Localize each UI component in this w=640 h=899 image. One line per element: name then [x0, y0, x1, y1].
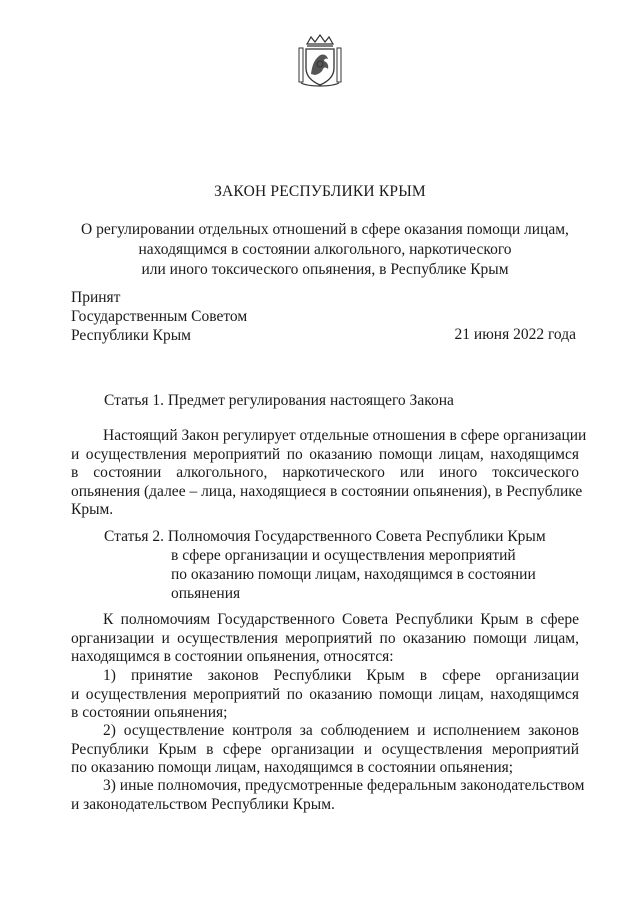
heading-line: опьянения — [171, 585, 241, 602]
coat-of-arms-icon — [297, 34, 343, 88]
article-2-item-2 — [71, 722, 579, 778]
text-line: организации и осуществления мероприятий по оказанию помощи лицам, — [71, 629, 579, 647]
text-line: в состоянии алкогольного, наркотического или иного токсического — [71, 464, 579, 481]
adoption-line: Республики Крым — [71, 327, 191, 344]
article-1-text — [71, 427, 587, 520]
adoption-line: Государственным Советом — [71, 308, 248, 325]
text-line: Республики Крым в сфере организации и осуществления мероприятий — [71, 740, 579, 758]
text-line: и законодательством Республики Крым. — [71, 795, 335, 813]
article-2-heading — [104, 527, 546, 603]
subtitle-line: находящимся в состоянии алкогольного, наркотического — [138, 241, 512, 258]
adoption-line: Принят — [71, 289, 121, 306]
text-line: Настоящий Закон регулирует отдельные отношения в сфере организации — [103, 427, 587, 444]
subtitle-line: О регулировании отдельных отношений в сфере оказания помощи лицам, — [81, 221, 569, 238]
text-line: и осуществления мероприятий по оказанию помощи лицам, находящимся — [71, 445, 579, 463]
text-line: К полномочиям Государственного Совета Республики Крым в сфере — [103, 611, 579, 628]
article-1-heading: Статья 1. Предмет регулирования настоящего Закона — [104, 392, 454, 409]
text-line: и осуществления мероприятий по оказанию помощи лицам, находящимся — [71, 685, 579, 703]
article-2-item-3 — [71, 777, 585, 814]
document-title: ЗАКОН РЕСПУБЛИКИ КРЫМ — [214, 183, 426, 200]
subtitle-line: или иного токсического опьянения, в Республике Крым — [141, 261, 509, 278]
document-subtitle — [70, 220, 580, 280]
text-line: находящимся в состоянии опьянения, относятся: — [71, 648, 394, 665]
article-2-intro — [71, 611, 579, 667]
text-line: 2) осуществление контроля за соблюдением и исполнением законов — [103, 722, 579, 739]
text-line: в состоянии опьянения; — [71, 704, 228, 721]
text-line: Крым. — [71, 501, 114, 518]
article-2-item-1 — [71, 667, 579, 723]
text-line: 3) иные полномочия, предусмотренные федеральным законодательством — [103, 777, 585, 794]
text-line: опьянения (далее – лица, находящиеся в состоянии опьянения), в Республике — [71, 482, 583, 500]
text-line: 1) принятие законов Республики Крым в сфере организации — [103, 667, 579, 684]
text-line: по оказанию помощи лицам, находящимся в состоянии опьянения; — [71, 759, 514, 776]
adoption-date: 21 июня 2022 года — [454, 326, 576, 343]
heading-line: в сфере организации и осуществления мероприятий — [171, 547, 516, 564]
adoption-block — [71, 288, 247, 345]
heading-line: Статья 2. Полномочия Государственного Совета Республики Крым — [104, 528, 546, 545]
heading-line: по оказанию помощи лицам, находящимся в состоянии — [171, 566, 536, 583]
